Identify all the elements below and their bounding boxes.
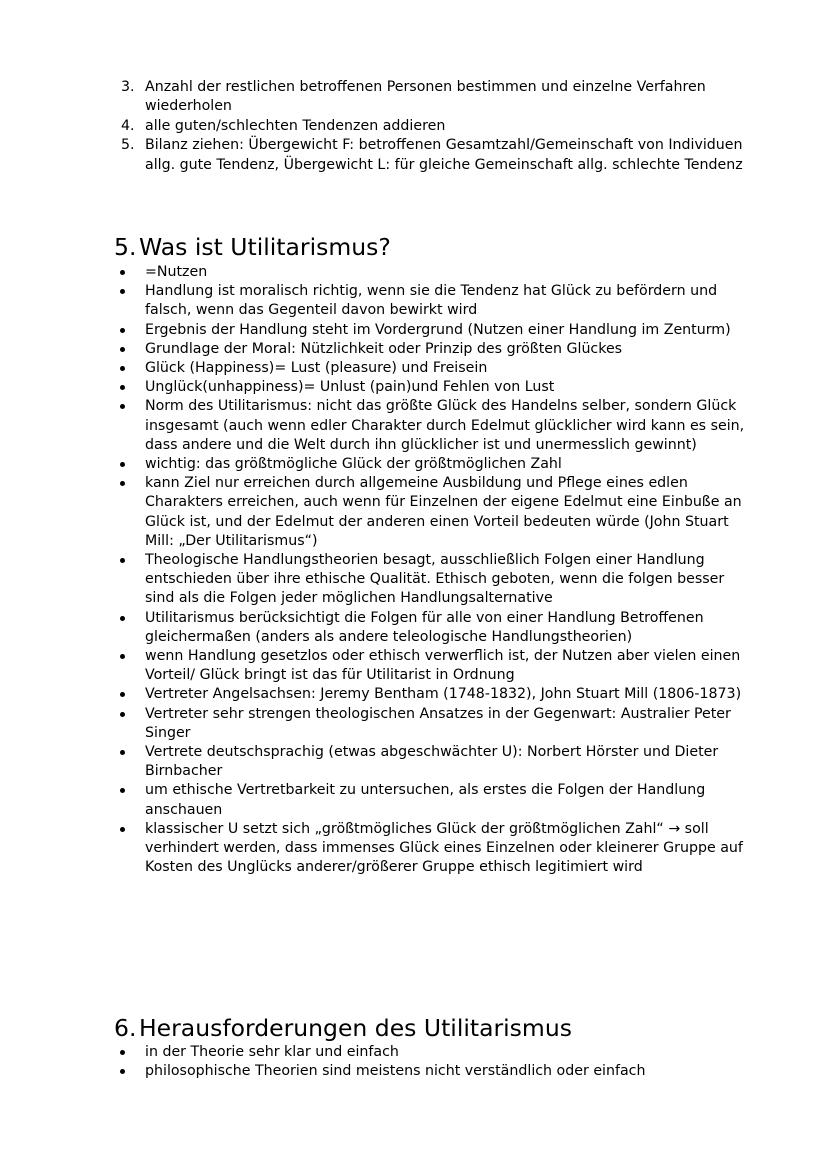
bullet-icon bbox=[120, 289, 125, 294]
list-item bbox=[115, 282, 755, 320]
list-item-text: um ethische Vertretbarkeit zu untersuchen, als erstes die Folgen der Handlung anschauen bbox=[145, 782, 706, 818]
list-item bbox=[115, 321, 755, 340]
bullet-icon bbox=[120, 404, 125, 409]
list-item bbox=[115, 705, 755, 743]
list-number: 4. bbox=[121, 117, 135, 134]
list-item-text: in der Theorie sehr klar und einfach bbox=[145, 1044, 399, 1060]
list-item bbox=[115, 781, 755, 819]
bullet-icon bbox=[120, 1050, 125, 1055]
list-item-text: Bilanz ziehen: Übergewicht F: betroffenen Gesamtzahl/Gemeinschaft von Individuen allg. gute Tendenz, Übergewicht L: für gleiche Gemeinschaft allg. schlechte Tendenz bbox=[145, 137, 743, 173]
list-item-text: Ergebnis der Handlung steht im Vordergrund (Nutzen einer Handlung im Zenturm) bbox=[145, 321, 731, 338]
list-item-text: Vertreter sehr strengen theologischen Ansatzes in der Gegenwart: Australier Peter Singer bbox=[145, 705, 731, 741]
list-item bbox=[115, 1062, 755, 1081]
list-item-text: =Nutzen bbox=[145, 264, 208, 280]
section-heading-utilitarismus bbox=[114, 232, 391, 262]
list-item bbox=[115, 117, 755, 136]
list-item-text: Anzahl der restlichen betroffenen Personen bestimmen und einzelne Verfahren wiederholen bbox=[145, 79, 706, 115]
list-number: 3. bbox=[121, 79, 135, 95]
list-item-text: Glück (Happiness)= Lust (pleasure) und Freisein bbox=[145, 360, 488, 377]
bullet-list-herausforderungen bbox=[115, 1043, 755, 1081]
section-heading-herausforderungen bbox=[114, 1013, 572, 1043]
list-item bbox=[115, 609, 755, 647]
list-item-text: kann Ziel nur erreichen durch allgemeine Ausbildung und Pflege eines edlen Charakters erreichen, auch wenn für Einzelnen der eigene Edelmut eine Einbuße an Glück ist, und der Edelmut der anderen einen Vorteil bedeuten würde (John Stuart Mill: „Der Utilitarismus“) bbox=[145, 475, 742, 549]
list-item bbox=[115, 820, 755, 878]
list-item-text: Handlung ist moralisch richtig, wenn sie die Tendenz hat Glück zu befördern und falsch, wenn das Gegenteil davon bewirkt wird bbox=[145, 283, 718, 319]
bullet-icon bbox=[120, 692, 125, 697]
list-item-text: alle guten/schlechten Tendenzen addieren bbox=[145, 117, 446, 134]
list-item-text: Vertreter Angelsachsen: Jeremy Bentham (1748-1832), John Stuart Mill (1806-1873) bbox=[145, 686, 742, 703]
list-item-text: wenn Handlung gesetzlos oder ethisch verwerflich ist, der Nutzen aber vielen einen Vorteil/ Glück bringt ist das für Utilitarist in Ordnung bbox=[145, 648, 741, 684]
list-number: 5. bbox=[121, 137, 135, 154]
bullet-icon bbox=[120, 328, 125, 333]
bullet-icon bbox=[120, 827, 125, 832]
list-item bbox=[115, 474, 755, 551]
bullet-icon bbox=[120, 481, 125, 486]
bullet-icon bbox=[120, 558, 125, 563]
bullet-icon bbox=[120, 366, 125, 371]
list-item bbox=[115, 397, 755, 455]
list-item-text: Utilitarismus berücksichtigt die Folgen für alle von einer Handlung Betroffenen gleichermaßen (anders als andere teleologische Handlungstheorien) bbox=[145, 609, 704, 645]
list-item bbox=[115, 78, 755, 117]
list-item-text: wichtig: das größtmögliche Glück der größtmöglichen Zahl bbox=[145, 456, 562, 473]
bullet-icon bbox=[120, 616, 125, 621]
section-number: 6. bbox=[114, 1014, 137, 1042]
bullet-icon bbox=[120, 385, 125, 390]
list-item bbox=[115, 340, 755, 359]
bullet-icon bbox=[120, 347, 125, 352]
bullet-icon bbox=[120, 462, 125, 467]
list-item bbox=[115, 551, 755, 609]
list-item-text: Theologische Handlungstheorien besagt, ausschließlich Folgen einer Handlung entschieden über ihre ethische Qualität. Ethisch geboten, wenn die folgen besser sind als die Folgen jeder möglichen Handlungsalternative bbox=[145, 552, 725, 607]
list-item bbox=[115, 685, 755, 704]
numbered-list bbox=[115, 78, 755, 175]
section-title: Was ist Utilitarismus? bbox=[139, 233, 391, 261]
bullet-icon bbox=[120, 1069, 125, 1074]
list-item-text: Norm des Utilitarismus: nicht das größte Glück des Handelns selber, sondern Glück insgesamt (auch wenn edler Charakter durch Edelmut glücklicher wird kann es sein, dass andere und die Welt durch ihn glücklicher ist und unermesslich gewinnt) bbox=[145, 398, 745, 453]
list-item bbox=[115, 647, 755, 685]
bullet-icon bbox=[120, 712, 125, 717]
list-item bbox=[115, 378, 755, 397]
list-item bbox=[115, 1043, 755, 1062]
section-title: Herausforderungen des Utilitarismus bbox=[139, 1014, 572, 1042]
bullet-icon bbox=[120, 788, 125, 793]
list-item-text: Vertrete deutschsprachig (etwas abgeschwächter U): Norbert Hörster und Dieter Birnbacher bbox=[145, 744, 719, 780]
list-item-text: klassischer U setzt sich „größtmögliches Glück der größtmöglichen Zahl“ → soll verhindert werden, dass immenses Glück eines Einzelnen oder kleinerer Gruppe auf Kosten des Unglücks anderer/größerer Gruppe ethisch legitimiert wird bbox=[145, 820, 743, 876]
list-item bbox=[115, 136, 755, 175]
bullet-list-utilitarismus bbox=[115, 263, 755, 878]
list-item bbox=[115, 263, 755, 282]
list-item bbox=[115, 455, 755, 474]
bullet-icon bbox=[120, 654, 125, 659]
list-item bbox=[115, 743, 755, 781]
list-item-text: Grundlage der Moral: Nützlichkeit oder Prinzip des größten Glückes bbox=[145, 340, 623, 357]
bullet-icon bbox=[120, 750, 125, 755]
bullet-icon bbox=[120, 270, 125, 275]
list-item bbox=[115, 359, 755, 378]
list-item-text: philosophische Theorien sind meistens nicht verständlich oder einfach bbox=[145, 1063, 646, 1080]
list-item-text: Unglück(unhappiness)= Unlust (pain)und Fehlen von Lust bbox=[145, 379, 555, 396]
section-number: 5. bbox=[114, 233, 137, 261]
